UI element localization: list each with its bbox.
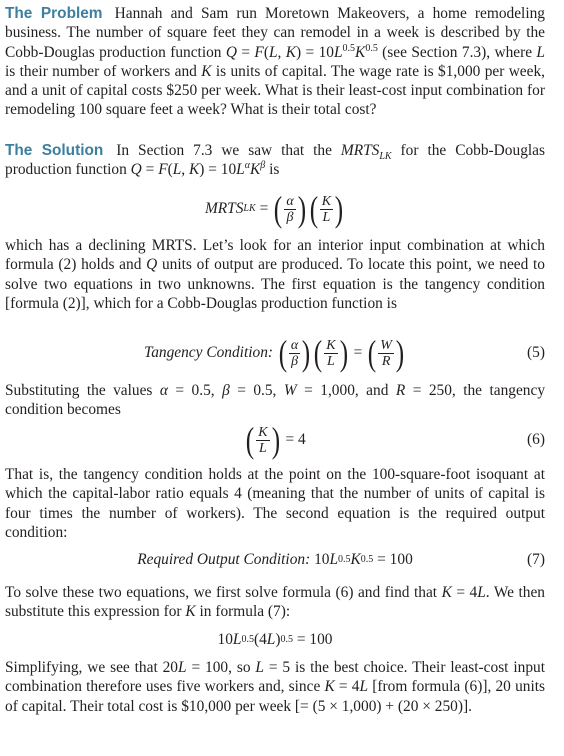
- paragraph-tangency-holds: That is, the tangency condition holds at the point on the 100-square-foot isoquant at which the capital-labor ratio equals 4 (meaning that the number of units of capital is four times the number of workers). The second equation is the required output condition:: [5, 466, 545, 541]
- problem-paragraph: The Problem Hannah and Sam run Moretown Makeovers, a home remodeling business. The number of square feet they can remodel in a week is described by the Cobb-Douglas production function Q = F(L, $K) = 10L^{0.5}K^{0.5}$ (see Section 7.3), where L is their number of workers and K is units of capital. The wage rate is $1,000 per week, and a unit of capital costs $250 per week. What is their least-cost input combination for remodeling 100 square feet a week? What is their total cost?: [5, 5, 546, 119]
- paragraph-simplifying: Simplifying, we see that 20L = 100, so L = 5 is the best choice. Their least-cost input combination therefore uses five workers and, since K = 4L [from formula (6)], 20 units of capital. Their total cost is $10,000 per week [= (5 × 1,000) + (20 × 250)].: [5, 659, 545, 715]
- tangency-label: Tangency Condition:: [144, 344, 274, 362]
- required-label: Required Output Condition:: [137, 551, 311, 569]
- eq6-rhs: = 4: [285, 431, 306, 449]
- tangency-equation: Tangency Condition: ( $\frac{\alpha}{\beta}$ ) ( $\frac{K}{L}$ ) = ( $\frac{W}{R}$ ) (5): [144, 333, 545, 373]
- ratio-equation: ( $\frac{K}{L}$ ) = 4 (6): [246, 420, 545, 460]
- mrts-equation: MRTS LK = ( $\frac{\alpha}{\beta}$ ) ( $\frac{K}{L}$ ): [204, 189, 344, 229]
- substituted-equation: 10 L 0.5 (4 L ) 0.5 = 100: [217, 631, 333, 649]
- mrts-sub: LK: [243, 203, 256, 214]
- solution-intro: The Solution In Section 7.3 we saw that the $MRTS_{LK}$ for the Cobb-Douglas production function Q = F(L, $K) = 10L^\alpha K^\beta$ is: [5, 142, 545, 179]
- eq7-rhs: = 100: [377, 551, 413, 569]
- required-output-equation: Required Output Condition: 10 L 0.5 K 0.5 = 100 (7): [137, 551, 545, 569]
- solution-label: The Solution: [5, 142, 104, 159]
- equation-number-7: (7): [527, 551, 545, 568]
- paragraph-solve: To solve these two equations, we first solve formula (6) and find that K = 4L. We then substitute this expression for K in formula (7):: [5, 584, 545, 621]
- equation-number-5: (5): [527, 344, 545, 361]
- paragraph-substituting: Substituting the values α = 0.5, β = 0.5, W = 1,000, and R = 250, the tangency condition becomes: [5, 382, 546, 419]
- problem-label: The Problem: [5, 5, 103, 22]
- mrts-lhs: MRTS: [204, 200, 244, 218]
- paragraph-interior: which has a declining MRTS. Let’s look for an interior input combination at which formula (2) holds and Q units of output are produced. To locate this point, we need to solve two equations in two unknowns. The first equation is the tangency condition [formula (2)], which for a Cobb-Douglas production function is: [5, 237, 545, 312]
- equation-number-6: (6): [527, 431, 545, 448]
- sub-rhs: = 100: [296, 631, 333, 649]
